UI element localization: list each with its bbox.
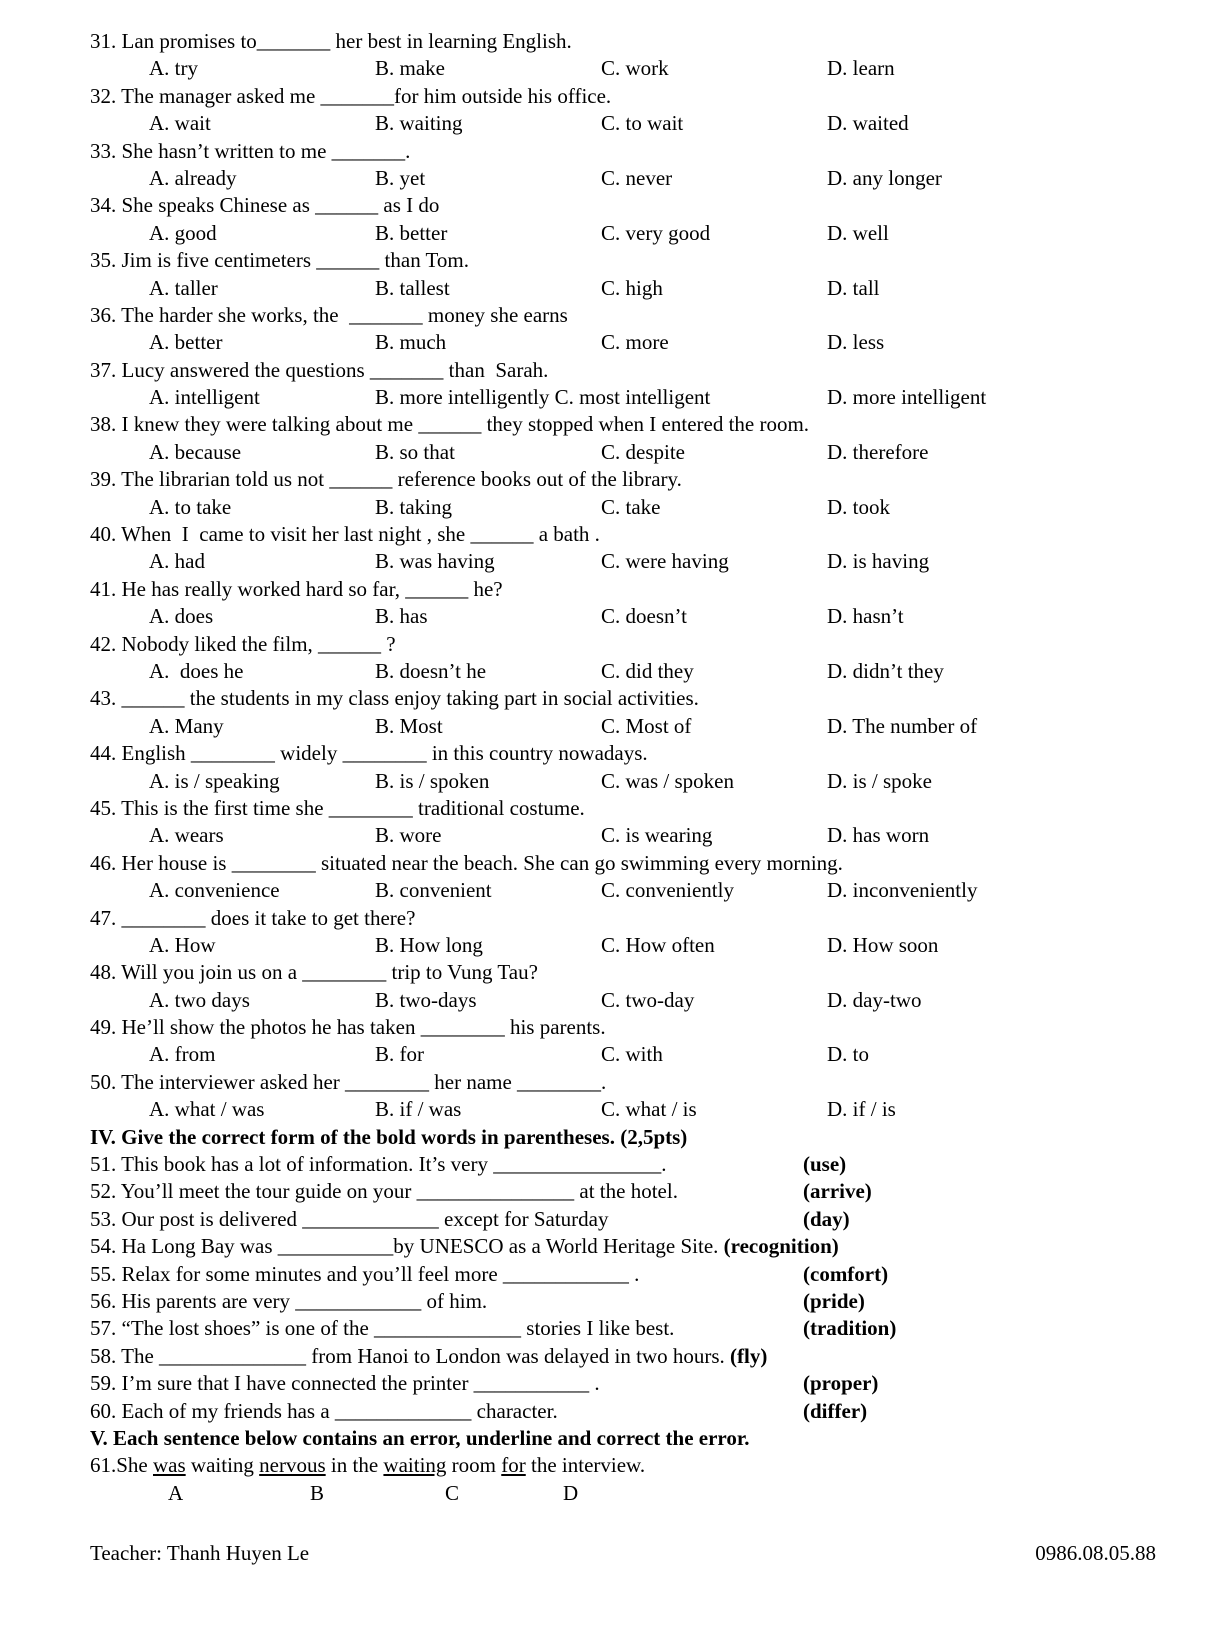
option-a: A. is / speaking bbox=[149, 768, 280, 793]
option-c: C. two-day bbox=[601, 987, 695, 1012]
worksheet-page bbox=[90, 28, 1170, 1507]
hint-word: (day) bbox=[803, 1206, 850, 1231]
question-stem: 33. She hasn’t written to me _______. bbox=[90, 138, 411, 163]
multiple-choice-section bbox=[90, 28, 1170, 1124]
option-d: D. any longer bbox=[827, 165, 942, 190]
options-row bbox=[90, 220, 1170, 247]
option-d: D. therefore bbox=[827, 439, 929, 464]
option-a: A. taller bbox=[149, 275, 218, 300]
option-a: A. what / was bbox=[149, 1097, 265, 1122]
question-stem: 35. Jim is five centimeters ______ than Tom. bbox=[90, 248, 470, 273]
question-stem: 50. The interviewer asked her ________ her name ________. bbox=[90, 1069, 607, 1094]
option-b: B. better bbox=[375, 220, 448, 245]
option-b: B. convenient bbox=[375, 878, 492, 903]
option-d: D. The number of bbox=[827, 713, 978, 738]
options-row bbox=[90, 987, 1170, 1014]
option-d: D. has worn bbox=[827, 823, 930, 848]
option-d: D. less bbox=[827, 330, 885, 355]
options-row bbox=[90, 110, 1170, 137]
option-b: B. was having bbox=[375, 549, 495, 574]
option-c: C. were having bbox=[601, 549, 729, 574]
option-a: A. better bbox=[149, 330, 223, 355]
item-57: 57. “The lost shoes” is one of the ______________ stories I like best. (tradition) bbox=[90, 1315, 1170, 1342]
question-stem: 34. She speaks Chinese as ______ as I do bbox=[90, 193, 440, 218]
question-stem: 38. I knew they were talking about me ______ they stopped when I entered the room. bbox=[90, 412, 810, 437]
options-row bbox=[90, 1096, 1170, 1123]
option-b: B. for bbox=[375, 1042, 424, 1067]
options-row bbox=[90, 1041, 1170, 1068]
item-58: 58. The ______________ from Hanoi to London was delayed in two hours. (fly) bbox=[90, 1343, 768, 1368]
option-d: D. took bbox=[827, 494, 890, 519]
option-b: B. has bbox=[375, 604, 428, 629]
question-stem: 45. This is the first time she ________ traditional costume. bbox=[90, 795, 585, 820]
options-row bbox=[90, 329, 1170, 356]
option-a: A. from bbox=[149, 1042, 216, 1067]
option-d: D. inconveniently bbox=[827, 878, 978, 903]
options-row bbox=[90, 494, 1170, 521]
item-53: 53. Our post is delivered _____________ except for Saturday (day) bbox=[90, 1206, 1170, 1233]
options-row bbox=[90, 548, 1170, 575]
phone-number: 0986.08.05.88 bbox=[1035, 1541, 1156, 1565]
hint-word: (differ) bbox=[803, 1398, 868, 1423]
question-stem: 37. Lucy answered the questions _______ than Sarah. bbox=[90, 357, 549, 382]
question-stem: 40. When I came to visit her last night , she ______ a bath . bbox=[90, 522, 600, 547]
hint-word: (proper) bbox=[803, 1371, 879, 1396]
options-row bbox=[90, 165, 1170, 192]
letter-d: D bbox=[563, 1480, 579, 1505]
option-a: A. wears bbox=[149, 823, 224, 848]
item-52: 52. You’ll meet the tour guide on your _______________ at the hotel. (arrive) bbox=[90, 1178, 1170, 1205]
options-row bbox=[90, 603, 1170, 630]
option-b: B. much bbox=[375, 330, 447, 355]
item-60: 60. Each of my friends has a _____________ character. (differ) bbox=[90, 1398, 1170, 1425]
option-d: D. learn bbox=[827, 56, 895, 81]
question-stem: 44. English ________ widely ________ in this country nowadays. bbox=[90, 741, 648, 766]
options-row bbox=[90, 275, 1170, 302]
option-b: B. more intelligently C. most intelligent bbox=[375, 385, 711, 410]
question-stem: 41. He has really worked hard so far, ______ he? bbox=[90, 576, 503, 601]
options-row bbox=[90, 822, 1170, 849]
teacher-name: Teacher: Thanh Huyen Le bbox=[90, 1541, 310, 1565]
option-a: A. had bbox=[149, 549, 205, 574]
question-stem: 47. ________ does it take to get there? bbox=[90, 905, 416, 930]
option-b: B. doesn’t he bbox=[375, 658, 487, 683]
hint-word: (recognition) bbox=[723, 1234, 839, 1259]
option-b: B. two-days bbox=[375, 987, 477, 1012]
letter-a: A bbox=[168, 1480, 184, 1505]
hint-word: (arrive) bbox=[803, 1179, 872, 1204]
option-c: C. very good bbox=[601, 220, 711, 245]
option-b: B. if / was bbox=[375, 1097, 462, 1122]
option-a: A. to take bbox=[149, 494, 232, 519]
option-b: B. taking bbox=[375, 494, 452, 519]
option-d: D. tall bbox=[827, 275, 880, 300]
options-row bbox=[90, 55, 1170, 82]
option-a: A. convenience bbox=[149, 878, 280, 903]
question-stem: 39. The librarian told us not ______ reference books out of the library. bbox=[90, 467, 682, 492]
options-row bbox=[90, 877, 1170, 904]
option-a: A. Many bbox=[149, 713, 224, 738]
option-a: A. wait bbox=[149, 111, 211, 136]
question-stem: 46. Her house is ________ situated near the beach. She can go swimming every morning. bbox=[90, 850, 843, 875]
question-stem: 31. Lan promises to_______ her best in learning English. bbox=[90, 29, 572, 53]
option-c: C. despite bbox=[601, 439, 685, 464]
option-d: D. to bbox=[827, 1042, 869, 1067]
options-row bbox=[90, 658, 1170, 685]
underlined-word-c: waiting bbox=[383, 1453, 447, 1478]
option-b: B. yet bbox=[375, 165, 426, 190]
option-a: A. try bbox=[149, 56, 198, 81]
option-c: C. Most of bbox=[601, 713, 692, 738]
option-b: B. is / spoken bbox=[375, 768, 490, 793]
letter-b: B bbox=[310, 1480, 325, 1505]
option-b: B. waiting bbox=[375, 111, 463, 136]
option-a: A. intelligent bbox=[149, 385, 260, 410]
item-61: 61.She was waiting nervous in the waiting room for the interview. bbox=[90, 1453, 646, 1478]
question-stem: 43. ______ the students in my class enjoy taking part in social activities. bbox=[90, 686, 699, 711]
option-c: C. what / is bbox=[601, 1097, 697, 1122]
option-c: C. was / spoken bbox=[601, 768, 734, 793]
question-stem: 32. The manager asked me _______for him outside his office. bbox=[90, 83, 612, 108]
option-d: D. hasn’t bbox=[827, 604, 904, 629]
item-56: 56. His parents are very ____________ of him. (pride) bbox=[90, 1288, 1170, 1315]
option-a: A. does he bbox=[149, 658, 244, 683]
question-stem: 42. Nobody liked the film, ______ ? bbox=[90, 631, 396, 656]
option-b: B. tallest bbox=[375, 275, 450, 300]
options-row bbox=[90, 713, 1170, 740]
letter-c: C bbox=[445, 1480, 460, 1505]
option-d: D. day-two bbox=[827, 987, 922, 1012]
option-c: C. did they bbox=[601, 658, 694, 683]
option-c: C. doesn’t bbox=[601, 604, 687, 629]
option-d: D. if / is bbox=[827, 1097, 896, 1122]
option-a: A. How bbox=[149, 932, 216, 957]
section-iv-heading: IV. Give the correct form of the bold words in parentheses. (2,5pts) bbox=[90, 1124, 688, 1149]
option-c: C. is wearing bbox=[601, 823, 713, 848]
option-a: A. good bbox=[149, 220, 217, 245]
hint-word: (comfort) bbox=[803, 1261, 889, 1286]
option-c: C. high bbox=[601, 275, 663, 300]
option-a: A. already bbox=[149, 165, 237, 190]
underlined-word-b: nervous bbox=[259, 1453, 326, 1478]
item-51: 51. This book has a lot of information. It’s very ________________. (use) bbox=[90, 1151, 1170, 1178]
item-59: 59. I’m sure that I have connected the printer ___________ . (proper) bbox=[90, 1370, 1170, 1397]
underlined-word-a: was bbox=[153, 1453, 186, 1478]
option-a: A. because bbox=[149, 439, 242, 464]
option-c: C. with bbox=[601, 1042, 663, 1067]
options-row bbox=[90, 932, 1170, 959]
hint-word: (tradition) bbox=[803, 1316, 897, 1341]
option-c: C. to wait bbox=[601, 111, 684, 136]
option-d: D. How soon bbox=[827, 932, 939, 957]
option-b: B. wore bbox=[375, 823, 442, 848]
hint-word: (use) bbox=[803, 1152, 847, 1177]
options-row bbox=[90, 768, 1170, 795]
option-c: C. conveniently bbox=[601, 878, 734, 903]
option-b: B. How long bbox=[375, 932, 483, 957]
options-row bbox=[90, 384, 1170, 411]
option-a: A. two days bbox=[149, 987, 250, 1012]
option-d: D. didn’t they bbox=[827, 658, 944, 683]
underlined-word-d: for bbox=[501, 1453, 526, 1478]
option-d: D. waited bbox=[827, 111, 909, 136]
option-b: B. make bbox=[375, 56, 445, 81]
option-b: B. Most bbox=[375, 713, 443, 738]
hint-word: (fly) bbox=[730, 1343, 768, 1368]
section-v-heading: V. Each sentence below contains an error, underline and correct the error. bbox=[90, 1425, 750, 1450]
question-stem: 48. Will you join us on a ________ trip to Vung Tau? bbox=[90, 960, 538, 985]
option-c: C. take bbox=[601, 494, 661, 519]
error-letters bbox=[90, 1480, 1170, 1507]
question-stem: 36. The harder she works, the _______ money she earns bbox=[90, 302, 568, 327]
option-d: D. is / spoke bbox=[827, 768, 932, 793]
item-55: 55. Relax for some minutes and you’ll feel more ____________ . (comfort) bbox=[90, 1261, 1170, 1288]
option-c: C. never bbox=[601, 165, 673, 190]
option-b: B. so that bbox=[375, 439, 455, 464]
hint-word: (pride) bbox=[803, 1288, 865, 1313]
option-d: D. well bbox=[827, 220, 889, 245]
option-c: C. How often bbox=[601, 932, 715, 957]
options-row bbox=[90, 439, 1170, 466]
option-c: C. work bbox=[601, 56, 669, 81]
item-54: 54. Ha Long Bay was ___________by UNESCO as a World Heritage Site. (recognition) bbox=[90, 1234, 839, 1259]
question-stem: 49. He’ll show the photos he has taken ________ his parents. bbox=[90, 1015, 606, 1040]
option-d: D. is having bbox=[827, 549, 930, 574]
option-d: D. more intelligent bbox=[827, 385, 987, 410]
option-a: A. does bbox=[149, 604, 214, 629]
option-c: C. more bbox=[601, 330, 669, 355]
